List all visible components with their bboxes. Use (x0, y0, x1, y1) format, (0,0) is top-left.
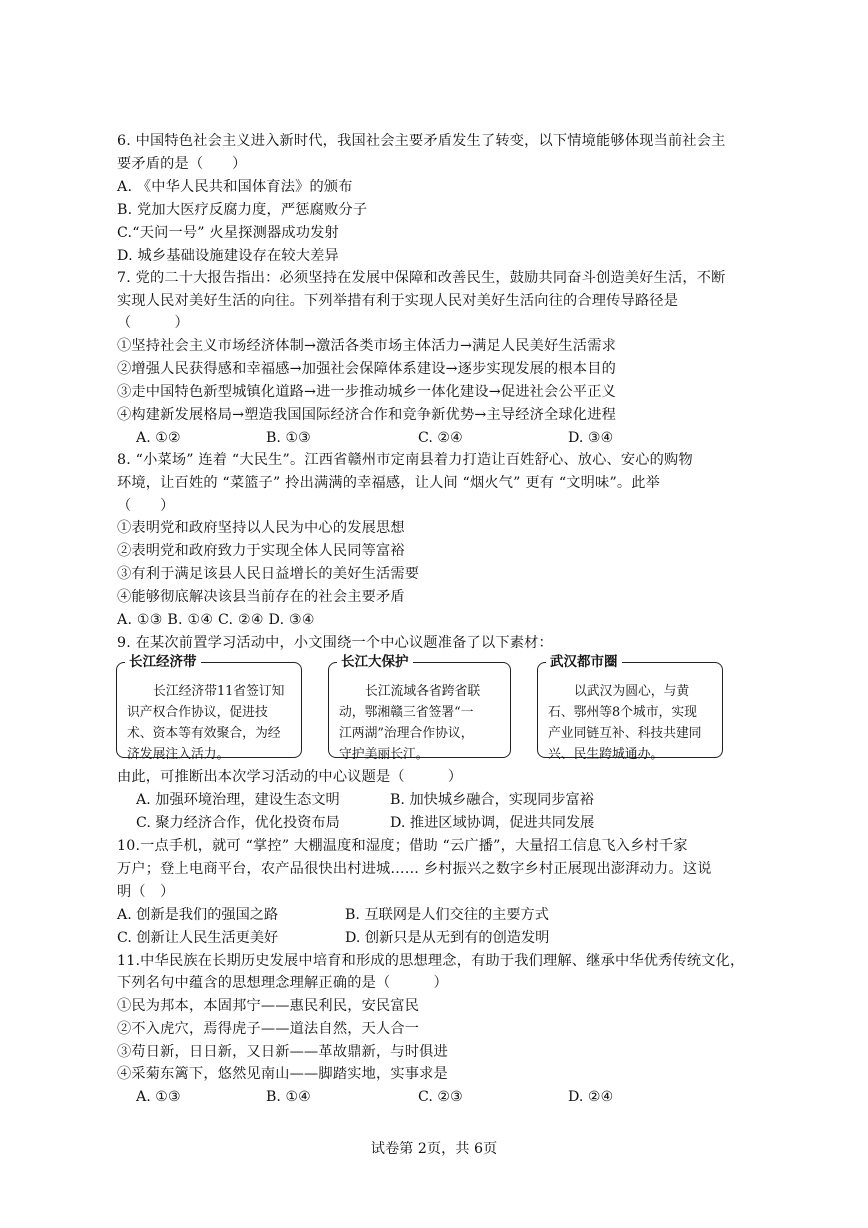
q6-option-b: B. 党加大医疗反腐力度，严惩腐败分子 (117, 202, 368, 218)
q6-stem-line1: 6. 中国特色社会主义进入新时代，我国社会主要矛盾发生了转变，以下情境能够体现当前社会主 (117, 133, 726, 149)
material-box-text: 长江经济带11省签订知 识产权合作协议，促进技 术、资本等有效聚合，为经 济发展注入活力。 (127, 684, 285, 762)
q9-option-c: C. 聚力经济合作，优化投资布局 (136, 815, 340, 831)
material-box-title: 长江经济带 (125, 653, 201, 671)
q9-option-a: A. 加强环境治理，建设生态文明 (136, 792, 340, 808)
q8-answer-blank: （ ） (117, 498, 175, 514)
q10-answer-blank: 明（ ） (117, 884, 175, 900)
q9-question: 由此，可推断出本次学习活动的中心议题是（ ） (117, 769, 463, 785)
q8-statement-2: ②表明党和政府致力于实现全体人民同等富裕 (117, 543, 405, 559)
q7-statement-3: ③走中国特色新型城镇化道路→进一步推动城乡一体化建设→促进社会公平正义 (117, 384, 616, 400)
q11-stem-line2: 下列名句中蕴含的思想理念理解正确的是（ ） (117, 975, 448, 991)
q8-stem-line1: 8. “小菜场” 连着 “大民生”。江西省赣州市定南县着力打造让百姓舒心、放心、安心的购物 (117, 452, 693, 468)
q9-option-d: D. 推进区域协调，促进共同发展 (390, 815, 595, 831)
q9-option-b: B. 加快城乡融合，实现同步富裕 (390, 792, 594, 808)
material-box-text: 以武汉为圆心，与黄 石、鄂州等8个城市，实现 产业同链互补、科技共建同 兴、民生跨城通办。 (548, 684, 702, 762)
q10-stem-line1: 10.一点手机，就可 “掌控” 大棚温度和湿度；借助 “云广播”，大量招工信息飞入乡村千家 (117, 838, 688, 854)
q11-option-b: B. ①④ (266, 1089, 311, 1105)
material-box-text: 长江流域各省跨省联 动，鄂湘赣三省签署“一 江两湖”治理合作协议， 守护美丽长江。 (339, 684, 481, 762)
q11-option-c: C. ②③ (418, 1089, 463, 1105)
q7-statement-2: ②增强人民获得感和幸福感→加强社会保障体系建设→逐步实现发展的根本目的 (117, 361, 616, 377)
q8-options: A. ①③ B. ①④ C. ②④ D. ③④ (117, 612, 315, 628)
q11-stem-line1: 11.中华民族在长期历史发展中培育和形成的思想理念，有助于我们理解、继承中华优秀传统文化， (117, 953, 745, 969)
q10-option-a: A. 创新是我们的强国之路 (117, 907, 279, 923)
q7-answer-blank: （ ） (117, 315, 189, 331)
q7-stem-line1: 7. 党的二十大报告指出：必须坚持在发展中保障和改善民生，鼓励共同奋斗创造美好生活，不断 (117, 270, 726, 286)
q7-option-a: A. ①② (136, 430, 181, 446)
q11-statement-1: ①民为邦本，本固邦宁——惠民利民，安民富民 (117, 998, 420, 1014)
q6-option-a: A. 《中华人民共和国体育法》的颁布 (117, 179, 353, 195)
q10-stem-line2: 万户；登上电商平台，农产品很快出村进城…… 乡村振兴之数字乡村正展现出澎湃动力。这说 (117, 861, 712, 877)
q8-statement-4: ④能够彻底解决该县当前存在的社会主要矛盾 (117, 589, 405, 605)
q11-option-a: A. ①③ (136, 1089, 181, 1105)
page-footer: 试卷第 2页，共 6页 (370, 1141, 498, 1157)
q8-statement-3: ③有利于满足该县人民日益增长的美好生活需要 (117, 566, 420, 582)
q11-statement-3: ③苟日新，日日新，又日新——革故鼎新，与时俱进 (117, 1044, 448, 1060)
q10-option-d: D. 创新只是从无到有的创造发明 (345, 930, 550, 946)
material-box-yangtze-protection (328, 654, 511, 762)
q6-option-c: C.“天问一号” 火星探测器成功发射 (117, 225, 339, 241)
q8-stem-line2: 环境，让百姓的 “菜篮子” 拎出满满的幸福感，让人间 “烟火气” 更有 “文明味”。此举 (117, 475, 661, 491)
q11-statement-4: ④采菊东篱下，悠然见南山——脚踏实地，实事求是 (117, 1066, 448, 1082)
q6-stem-line2: 要矛盾的是（ ） (117, 156, 247, 172)
q11-statement-2: ②不入虎穴，焉得虎子——道法自然，天人合一 (117, 1021, 420, 1037)
q10-option-b: B. 互联网是人们交往的主要方式 (345, 907, 549, 923)
q7-option-d: D. ③④ (568, 430, 614, 446)
q7-option-c: C. ②④ (418, 430, 463, 446)
q7-statement-1: ①坚持社会主义市场经济体制→激活各类市场主体活力→满足人民美好生活需求 (117, 338, 616, 354)
q7-option-b: B. ①③ (266, 430, 311, 446)
material-box-title: 长江大保护 (337, 653, 413, 671)
material-box-wuhan-metropolitan (537, 654, 723, 762)
q7-stem-line2: 实现人民对美好生活的向往。下列举措有利于实现人民对美好生活向往的合理传导路径是 (117, 293, 679, 309)
material-box-title: 武汉都市圈 (546, 653, 622, 671)
q8-statement-1: ①表明党和政府坚持以人民为中心的发展思想 (117, 520, 405, 536)
q10-option-c: C. 创新让人民生活更美好 (117, 930, 279, 946)
q9-stem: 9. 在某次前置学习活动中，小文围绕一个中心议题准备了以下素材： (117, 635, 553, 651)
q7-statement-4: ④构建新发展格局→塑造我国国际经济合作和竞争新优势→主导经济全球化进程 (117, 407, 616, 423)
q11-option-d: D. ②④ (568, 1089, 614, 1105)
q6-option-d: D. 城乡基础设施建设存在较大差异 (117, 248, 339, 264)
material-box-yangtze-economic-belt (116, 654, 302, 762)
